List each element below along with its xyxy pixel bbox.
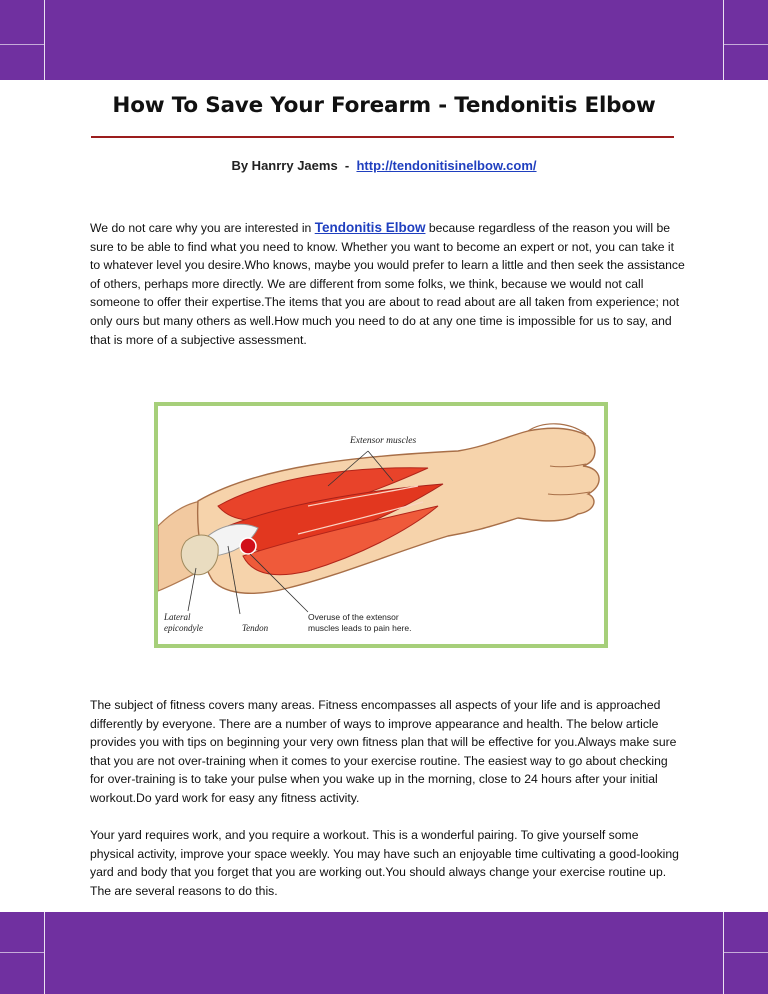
intro-text-start: We do not care why you are interested in — [90, 221, 315, 235]
label-overuse-line1: Overuse of the extensor — [308, 612, 399, 622]
byline-link[interactable]: http://tendonitisinelbow.com/ — [356, 158, 537, 173]
band-line — [44, 912, 45, 994]
label-extensor: Extensor muscles — [350, 436, 417, 446]
byline — [0, 158, 768, 173]
label-overuse-line2: muscles leads to pain here. — [308, 623, 412, 633]
paragraph-yard: Your yard requires work, and you require a workout. This is a wonderful pairing. To give yourself some physical activity, improve your space weekly. You may have such an enjoyable time cultivating a good-looking yard and body that you forget that you are working out.You should always change your exercise routine up. The are several reasons to do this. — [90, 828, 679, 898]
intro-text-rest: because regardless of the reason you will be sure to be able to find what you need to know. Whether you want to become an expert or not, you can take it to whatever level you desire.Who knows, maybe you would prefer to learn a little and then seek the assistance of others, perhaps more directly. We are different from some folks, we think, because we would not call someone to offer their expertise.The items that you are about to read about are all taken from experience; not only ours but many others as well.How much you need to do at any one time is impossible for us to say, and that is more of a subjective assessment. — [90, 221, 685, 347]
band-line — [723, 912, 724, 994]
band-line — [0, 952, 44, 953]
header-band — [0, 0, 768, 80]
page-title: How To Save Your Forearm - Tendonitis Elbow — [112, 93, 656, 118]
title-divider — [91, 136, 674, 138]
pain-spot-icon — [240, 538, 256, 554]
label-lateral: Lateral — [164, 612, 191, 622]
band-line — [724, 44, 768, 45]
band-line — [723, 0, 724, 80]
tendonitis-elbow-link[interactable]: Tendonitis Elbow — [314, 220, 426, 235]
paragraph-fitness: The subject of fitness covers many areas. Fitness encompasses all aspects of your life and is approached differently by everyone. There are a number of ways to improve appearance and health. The below article provides you with tips on beginning your very own fitness plan that will be effective for you.Always make sure that you are not over-training when it comes to your exercise routine. The easiest way to go about checking for over-training is to take your pulse when you wake up in the morning, close to 24 hours after your initial workout.Do yard work for easy any fitness activity. — [90, 698, 677, 805]
forearm-drawing — [158, 406, 604, 644]
band-line — [44, 0, 45, 80]
footer-band — [0, 912, 768, 994]
paragraph-intro — [90, 219, 685, 349]
band-line — [0, 44, 44, 45]
byline-author: By Hanrry Jaems - — [231, 158, 357, 173]
label-epicondyle: epicondyle — [164, 623, 203, 633]
label-tendon: Tendon — [242, 623, 269, 633]
band-line — [724, 952, 768, 953]
forearm-illustration — [154, 402, 608, 648]
